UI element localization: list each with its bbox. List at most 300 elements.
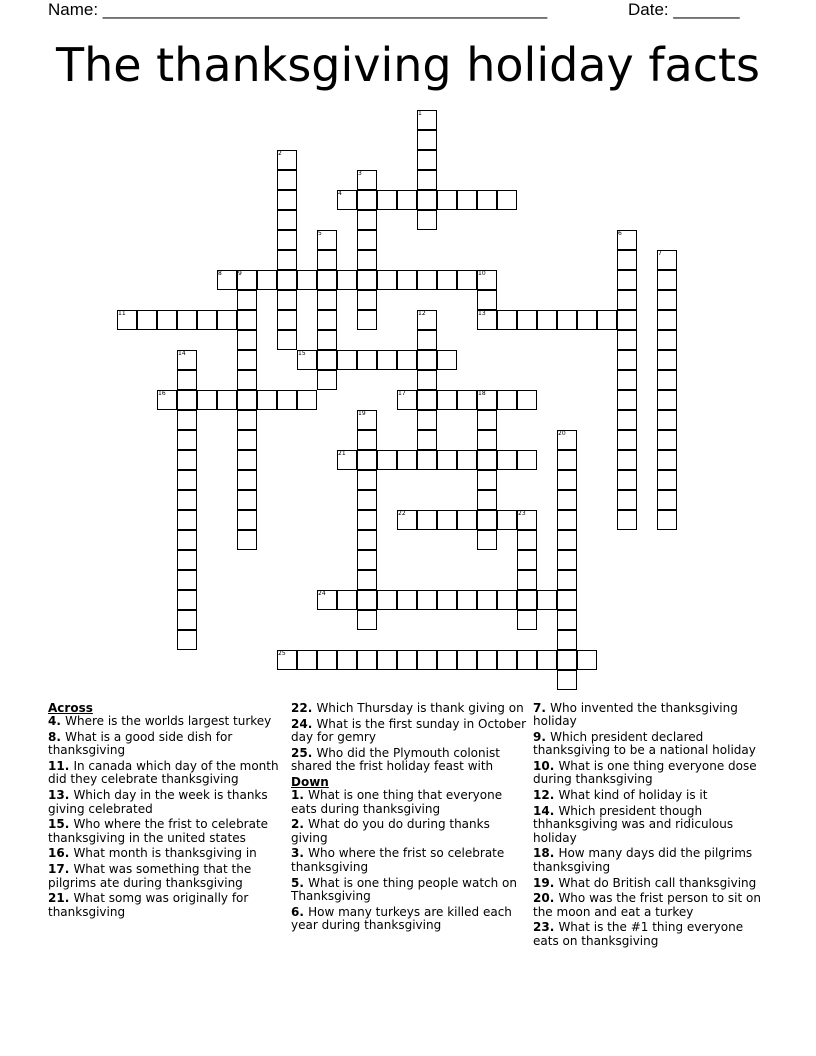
grid-cell[interactable] [357, 650, 377, 670]
grid-cell[interactable] [357, 450, 377, 470]
grid-cell[interactable] [477, 410, 497, 430]
grid-cell[interactable] [177, 590, 197, 610]
grid-cell[interactable] [517, 570, 537, 590]
grid-cell[interactable] [317, 330, 337, 350]
grid-cell[interactable] [477, 430, 497, 450]
clue-item [48, 863, 284, 890]
grid-cell[interactable] [337, 650, 357, 670]
clue-item-number: 18. [533, 846, 559, 861]
grid-cell[interactable] [277, 310, 297, 330]
clue-number: 25 [278, 650, 286, 657]
clue-item-number: 12. [533, 788, 559, 803]
grid-cell[interactable] [417, 590, 437, 610]
grid-cell[interactable] [657, 510, 677, 530]
clue-item [533, 760, 769, 787]
grid-cell[interactable] [537, 310, 557, 330]
grid-cell[interactable] [397, 270, 417, 290]
grid-cell[interactable] [557, 490, 577, 510]
grid-cell[interactable] [237, 350, 257, 370]
grid-cell[interactable] [357, 490, 377, 510]
grid-cell[interactable] [557, 550, 577, 570]
grid-cell[interactable] [297, 650, 317, 670]
grid-cell[interactable] [617, 430, 637, 450]
clue-item-number: 6. [291, 904, 309, 919]
grid-cell[interactable] [197, 390, 217, 410]
grid-cell[interactable] [317, 310, 337, 330]
grid-cell[interactable] [357, 230, 377, 250]
grid-cell[interactable] [657, 270, 677, 290]
clue-item [291, 702, 527, 715]
grid-cell[interactable] [357, 510, 377, 530]
clue-number: 4 [338, 190, 342, 197]
grid-cell[interactable] [417, 390, 437, 410]
grid-cell[interactable] [177, 630, 197, 650]
grid-cell[interactable] [397, 350, 417, 370]
clue-item [533, 702, 769, 729]
grid-cell[interactable] [557, 670, 577, 690]
clue-number: 5 [318, 230, 322, 237]
grid-cell[interactable] [317, 350, 337, 370]
clue-item-number: 2. [291, 817, 309, 832]
clue-number: 11 [118, 310, 126, 317]
grid-cell[interactable] [657, 350, 677, 370]
clue-number: 13 [478, 310, 486, 317]
clue-section-heading: Across [48, 701, 93, 715]
clue-item [533, 921, 769, 948]
grid-cell[interactable] [257, 270, 277, 290]
grid-cell[interactable] [417, 370, 437, 390]
grid-cell[interactable] [577, 310, 597, 330]
clue-item-text: In canada which day of the month did they celebrate thanksgiving [48, 759, 279, 787]
grid-cell[interactable] [197, 310, 217, 330]
grid-cell[interactable] [177, 610, 197, 630]
clue-item-number: 7. [533, 701, 551, 715]
grid-cell[interactable] [237, 450, 257, 470]
grid-cell[interactable] [497, 510, 517, 530]
grid-cell[interactable] [237, 310, 257, 330]
clue-item-number: 16. [48, 846, 74, 861]
grid-cell[interactable] [397, 650, 417, 670]
clue-number: 23 [518, 510, 526, 517]
clue-number: 3 [358, 170, 362, 177]
clue-item-text: Where is the worlds largest turkey [65, 714, 272, 729]
clue-section-heading: Down [291, 774, 329, 789]
grid-cell[interactable] [417, 350, 437, 370]
grid-cell[interactable] [617, 370, 637, 390]
grid-cell[interactable] [157, 310, 177, 330]
grid-cell[interactable] [477, 450, 497, 470]
clue-number: 7 [658, 250, 662, 257]
clue-number: 20 [558, 430, 566, 437]
grid-cell[interactable] [497, 390, 517, 410]
grid-cell[interactable] [237, 510, 257, 530]
grid-cell[interactable] [477, 590, 497, 610]
clue-item-text: Who did the Plymouth colonist shared the frist holiday feast with [291, 745, 500, 774]
date-field-label: Date: _______ [628, 0, 740, 19]
grid-cell[interactable] [497, 310, 517, 330]
clue-number: 14 [178, 350, 186, 357]
grid-cell[interactable] [357, 250, 377, 270]
grid-cell[interactable] [237, 490, 257, 510]
grid-cell[interactable] [277, 270, 297, 290]
grid-cell[interactable] [437, 650, 457, 670]
clue-item-number: 17. [48, 862, 74, 877]
clue-number: 6 [618, 230, 622, 237]
grid-cell[interactable] [477, 190, 497, 210]
grid-cell[interactable] [557, 530, 577, 550]
grid-cell[interactable] [517, 310, 537, 330]
grid-cell[interactable] [477, 530, 497, 550]
grid-cell[interactable] [517, 650, 537, 670]
grid-cell[interactable] [417, 450, 437, 470]
grid-cell[interactable] [477, 490, 497, 510]
clue-item [291, 789, 527, 816]
grid-cell[interactable] [177, 490, 197, 510]
grid-cell[interactable] [617, 250, 637, 270]
grid-cell[interactable] [457, 450, 477, 470]
grid-cell[interactable] [357, 190, 377, 210]
grid-cell[interactable] [357, 590, 377, 610]
grid-cell[interactable] [657, 330, 677, 350]
grid-cell[interactable] [517, 390, 537, 410]
clue-item-text: What is one thing everyone dose during thanksgiving [533, 759, 757, 787]
grid-cell[interactable] [537, 650, 557, 670]
grid-cell[interactable] [177, 390, 197, 410]
grid-cell[interactable] [237, 290, 257, 310]
clue-number: 18 [478, 390, 486, 397]
clue-item-text: Which Thursday is thank giving on [316, 701, 524, 715]
grid-cell[interactable] [277, 230, 297, 250]
grid-cell[interactable] [137, 310, 157, 330]
grid-cell[interactable] [357, 470, 377, 490]
grid-cell[interactable] [657, 370, 677, 390]
grid-cell[interactable] [237, 370, 257, 390]
clue-item-text: Who invented the thanksgiving holiday [533, 701, 738, 729]
grid-cell[interactable] [477, 290, 497, 310]
grid-cell[interactable] [237, 530, 257, 550]
clue-item [48, 818, 284, 845]
grid-cell[interactable] [357, 310, 377, 330]
grid-cell[interactable] [477, 510, 497, 530]
grid-cell[interactable] [417, 510, 437, 530]
clue-item-number: 14. [533, 804, 559, 819]
grid-cell[interactable] [317, 290, 337, 310]
clue-item [291, 818, 527, 845]
clue-number: 22 [398, 510, 406, 517]
grid-cell[interactable] [417, 330, 437, 350]
grid-cell[interactable] [517, 610, 537, 630]
grid-cell[interactable] [617, 470, 637, 490]
clue-number: 16 [158, 390, 166, 397]
clue-number: 15 [298, 350, 306, 357]
clue-item [533, 877, 769, 890]
grid-cell[interactable] [177, 510, 197, 530]
grid-cell[interactable] [657, 430, 677, 450]
grid-cell[interactable] [277, 210, 297, 230]
grid-cell[interactable] [417, 190, 437, 210]
clue-item-number: 9. [533, 730, 551, 745]
clue-item-text: What is one thing people watch on Thanksgiving [291, 875, 517, 903]
grid-cell[interactable] [337, 590, 357, 610]
grid-cell[interactable] [317, 250, 337, 270]
clue-item-number: 13. [48, 788, 74, 803]
grid-cell[interactable] [437, 590, 457, 610]
grid-cell[interactable] [237, 390, 257, 410]
clue-number: 2 [278, 150, 282, 157]
grid-cell[interactable] [457, 590, 477, 610]
grid-cell[interactable] [397, 190, 417, 210]
clue-item-text: Who where the frist to celebrate thanksgiving in the united states [48, 817, 269, 845]
clue-item [48, 892, 284, 919]
grid-cell[interactable] [337, 270, 357, 290]
clue-item-text: What do British call thanksgiving [558, 875, 757, 890]
grid-cell[interactable] [177, 570, 197, 590]
name-field-label: Name: _______________________________________________ [48, 0, 548, 19]
clue-number: 24 [318, 590, 326, 597]
grid-cell[interactable] [437, 390, 457, 410]
clue-number: 10 [478, 270, 486, 277]
grid-cell[interactable] [437, 190, 457, 210]
grid-cell[interactable] [497, 590, 517, 610]
grid-cell[interactable] [557, 590, 577, 610]
clue-item-number: 5. [291, 875, 309, 890]
grid-cell[interactable] [357, 430, 377, 450]
grid-cell[interactable] [617, 450, 637, 470]
grid-cell[interactable] [657, 310, 677, 330]
grid-cell[interactable] [657, 410, 677, 430]
grid-cell[interactable] [177, 450, 197, 470]
clue-item-number: 11. [48, 759, 74, 774]
grid-cell[interactable] [557, 510, 577, 530]
clue-item-number: 1. [291, 788, 309, 803]
clue-item-text: Who where the frist so celebrate thanksgiving [291, 846, 505, 874]
clue-item-text: What is a good side dish for thanksgiving [48, 730, 233, 758]
grid-cell[interactable] [257, 390, 277, 410]
grid-cell[interactable] [557, 570, 577, 590]
grid-cell[interactable] [357, 210, 377, 230]
grid-cell[interactable] [657, 470, 677, 490]
grid-cell[interactable] [237, 470, 257, 490]
grid-cell[interactable] [397, 450, 417, 470]
grid-cell[interactable] [377, 650, 397, 670]
clue-item-text: What month is thanksgiving in [73, 846, 257, 861]
grid-cell[interactable] [557, 630, 577, 650]
clue-item-number: 24. [291, 716, 317, 731]
grid-cell[interactable] [237, 330, 257, 350]
clue-item [291, 906, 527, 933]
clue-item-number: 20. [533, 891, 559, 906]
grid-cell[interactable] [517, 530, 537, 550]
grid-cell[interactable] [437, 270, 457, 290]
grid-cell[interactable] [317, 370, 337, 390]
clue-item-number: 4. [48, 714, 66, 729]
grid-cell[interactable] [417, 410, 437, 430]
clue-number: 21 [338, 450, 346, 457]
grid-cell[interactable] [417, 170, 437, 190]
clue-item-text: What is one thing that everyone eats during thanksgiving [291, 788, 503, 816]
grid-cell[interactable] [377, 350, 397, 370]
grid-cell[interactable] [277, 190, 297, 210]
grid-cell[interactable] [437, 510, 457, 530]
grid-cell[interactable] [417, 150, 437, 170]
clue-item-text: What is the first sunday in October day for gemry [291, 716, 527, 745]
grid-cell[interactable] [657, 390, 677, 410]
grid-cell[interactable] [557, 610, 577, 630]
grid-cell[interactable] [237, 430, 257, 450]
grid-cell[interactable] [277, 390, 297, 410]
grid-cell[interactable] [617, 310, 637, 330]
grid-cell[interactable] [437, 350, 457, 370]
clue-item [533, 731, 769, 758]
clue-item [291, 718, 527, 745]
clue-number: 1 [418, 110, 422, 117]
grid-cell[interactable] [517, 550, 537, 570]
grid-cell[interactable] [437, 450, 457, 470]
grid-cell[interactable] [597, 310, 617, 330]
grid-cell[interactable] [657, 490, 677, 510]
clue-item [48, 847, 284, 860]
clue-item-number: 3. [291, 846, 309, 861]
grid-cell[interactable] [617, 390, 637, 410]
clue-item [48, 731, 284, 758]
grid-cell[interactable] [477, 650, 497, 670]
clue-item [48, 715, 284, 728]
grid-cell[interactable] [497, 450, 517, 470]
grid-cell[interactable] [477, 470, 497, 490]
grid-cell[interactable] [617, 350, 637, 370]
clue-item-number: 15. [48, 817, 74, 832]
grid-cell[interactable] [377, 590, 397, 610]
grid-cell[interactable] [537, 590, 557, 610]
grid-cell[interactable] [177, 530, 197, 550]
grid-cell[interactable] [177, 410, 197, 430]
grid-cell[interactable] [557, 470, 577, 490]
grid-cell[interactable] [417, 210, 437, 230]
clue-item [533, 805, 769, 845]
grid-cell[interactable] [617, 490, 637, 510]
grid-cell[interactable] [357, 610, 377, 630]
page-title: The thanksgiving holiday facts [55, 38, 761, 92]
grid-cell[interactable] [617, 510, 637, 530]
grid-cell[interactable] [617, 410, 637, 430]
clue-item-number: 8. [48, 730, 66, 745]
grid-cell[interactable] [217, 310, 237, 330]
grid-cell[interactable] [417, 270, 437, 290]
clue-item [48, 760, 284, 787]
grid-cell[interactable] [557, 310, 577, 330]
grid-cell[interactable] [357, 550, 377, 570]
clue-item [291, 877, 527, 904]
grid-cell[interactable] [277, 290, 297, 310]
grid-cell[interactable] [657, 450, 677, 470]
grid-cell[interactable] [297, 270, 317, 290]
clue-number: 12 [418, 310, 426, 317]
grid-cell[interactable] [357, 350, 377, 370]
clue-item-number: 21. [48, 891, 74, 906]
clue-item-text: What was something that the pilgrims ate during thanksgiving [48, 862, 252, 890]
grid-cell[interactable] [417, 130, 437, 150]
clue-item-text: How many days did the pilgrims thanksgiving [533, 846, 753, 874]
grid-cell[interactable] [457, 270, 477, 290]
grid-cell[interactable] [177, 430, 197, 450]
grid-cell[interactable] [237, 410, 257, 430]
grid-cell[interactable] [517, 450, 537, 470]
grid-cell[interactable] [457, 510, 477, 530]
grid-cell[interactable] [497, 190, 517, 210]
clue-item-text: What do you do during thanks giving [291, 817, 490, 845]
clue-item-text: How many turkeys are killed each year during thanksgiving [291, 904, 512, 932]
grid-cell[interactable] [377, 190, 397, 210]
grid-cell[interactable] [417, 430, 437, 450]
grid-cell[interactable] [557, 450, 577, 470]
clue-number: 9 [238, 270, 242, 277]
grid-cell[interactable] [277, 250, 297, 270]
clue-item-text: Who was the frist person to sit on the moon and eat a turkey [533, 891, 761, 919]
grid-cell[interactable] [457, 190, 477, 210]
grid-cell[interactable] [297, 390, 317, 410]
clue-number: 19 [358, 410, 366, 417]
clue-item [48, 789, 284, 816]
clue-item [533, 789, 769, 802]
grid-cell[interactable] [217, 390, 237, 410]
grid-cell[interactable] [277, 170, 297, 190]
clue-item [533, 892, 769, 919]
clue-item-text: What kind of holiday is it [558, 788, 708, 803]
grid-cell[interactable] [177, 310, 197, 330]
grid-cell[interactable] [377, 270, 397, 290]
grid-cell[interactable] [337, 350, 357, 370]
grid-cell[interactable] [177, 470, 197, 490]
clue-item-text: What is the #1 thing everyone eats on thanksgiving [533, 920, 744, 948]
grid-cell[interactable] [377, 450, 397, 470]
clue-item-number: 22. [291, 701, 317, 715]
grid-cell[interactable] [357, 290, 377, 310]
clue-item-text: What somg was originally for thanksgiving [48, 891, 249, 919]
clue-item-text: Which day in the week is thanks giving celebrated [48, 788, 268, 816]
grid-cell[interactable] [657, 290, 677, 310]
grid-cell[interactable] [317, 270, 337, 290]
grid-cell[interactable] [177, 550, 197, 570]
grid-cell[interactable] [317, 650, 337, 670]
grid-cell[interactable] [617, 290, 637, 310]
grid-cell[interactable] [577, 650, 597, 670]
grid-cell[interactable] [357, 570, 377, 590]
grid-cell[interactable] [497, 650, 517, 670]
clue-item [291, 847, 527, 874]
grid-cell[interactable] [517, 590, 537, 610]
clue-item-number: 23. [533, 920, 559, 935]
grid-cell[interactable] [277, 330, 297, 350]
grid-cell[interactable] [177, 370, 197, 390]
clue-item [533, 847, 769, 874]
clue-item-number: 25. [291, 745, 317, 760]
grid-cell[interactable] [617, 330, 637, 350]
grid-cell[interactable] [357, 270, 377, 290]
grid-cell[interactable] [397, 590, 417, 610]
grid-cell[interactable] [417, 650, 437, 670]
clue-number: 8 [218, 270, 222, 277]
grid-cell[interactable] [357, 530, 377, 550]
clue-item-number: 10. [533, 759, 559, 774]
clues-column-1 [48, 702, 284, 921]
clue-number: 17 [398, 390, 406, 397]
grid-cell[interactable] [457, 650, 477, 670]
grid-cell[interactable] [617, 270, 637, 290]
clue-item [291, 747, 527, 774]
grid-cell[interactable] [457, 390, 477, 410]
grid-cell[interactable] [557, 650, 577, 670]
clue-item-text: Which president declared thanksgiving to be a national holiday [533, 730, 756, 758]
